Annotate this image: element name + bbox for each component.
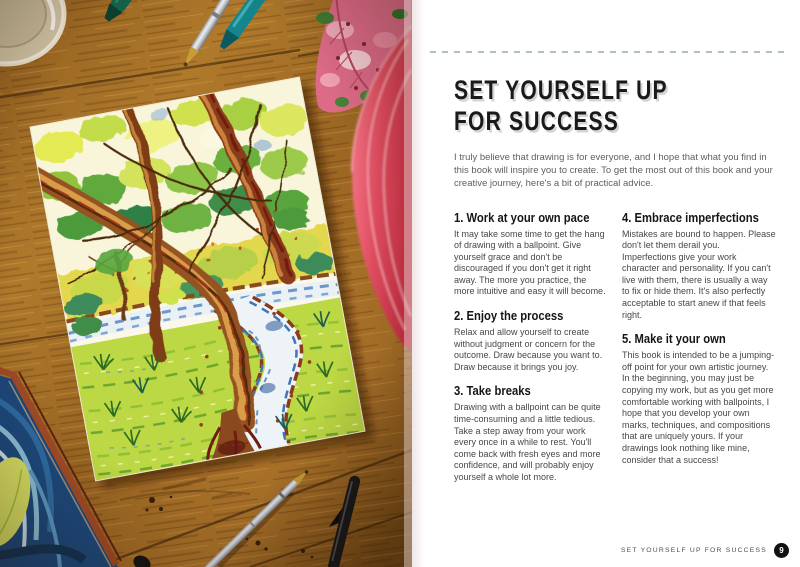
page-footer	[621, 543, 789, 558]
page-title	[454, 75, 705, 137]
section-body: It may take some time to get the hang of drawing with a ballpoint. Give yourself grace and don't be discouraged if you don't get it right away. The more you practice, the more intuitive and easy it will become.	[454, 228, 606, 297]
footer-running-title: SET YOURSELF UP FOR SUCCESS	[620, 547, 767, 554]
column-left	[454, 200, 608, 484]
section-heading: 1. Work at your own pace	[454, 210, 590, 225]
column-right	[622, 200, 776, 484]
dashed-divider	[430, 51, 789, 53]
section-body: This book is intended to be a jumping-off point for your own artistic journey. In the beginning, you may just be copying my work, but as you get more comfortable working with ballpoints, I hope that you develop your own marks, techniques, and compositions that are uniquely yours. If your drawings look nothing like mine, consider that a success!	[622, 350, 775, 465]
advice-columns	[454, 200, 776, 484]
section-make-it-your-own	[622, 332, 776, 466]
section-heading: 4. Embrace imperfections	[622, 210, 759, 225]
section-heading: 3. Take breaks	[454, 384, 531, 399]
section-body: Mistakes are bound to happen. Please don't let them derail you. Imperfections give your work character and personality. If you can't live with them, there is usually a way to fix or hide them. It's also perfectly acceptable to start anew if that feels right.	[622, 228, 776, 320]
section-body: Drawing with a ballpoint can be quite time-consuming and a little tedious. Take a step away from your work every once in a while to rest. You'll come back with fresh eyes and more confidence, and will probably enjoy yourself a whole lot more.	[454, 402, 601, 482]
right-page	[412, 0, 800, 567]
section-heading: 2. Enjoy the process	[454, 309, 564, 324]
section-heading: 5. Make it your own	[622, 332, 726, 347]
page-number-badge: 9	[774, 543, 789, 558]
intro-paragraph: I truly believe that drawing is for everyone, and I hope that what you find in this book will inspire you to create. To get the most out of this book and your creative journey, here's a bit of practical advice.	[454, 152, 773, 189]
section-enjoy-the-process	[454, 309, 608, 373]
section-work-at-your-own-pace	[454, 211, 608, 299]
page-title-line2: FOR SUCCESS	[454, 106, 619, 136]
section-take-breaks	[454, 384, 608, 483]
section-embrace-imperfections	[622, 211, 776, 322]
section-body: Relax and allow yourself to create without judgment or concern for the outcome. Draw because you want to. Draw because it brings you joy.	[454, 327, 603, 372]
page-title-line1: SET YOURSELF UP	[454, 75, 668, 105]
gutter-edge	[404, 0, 412, 567]
